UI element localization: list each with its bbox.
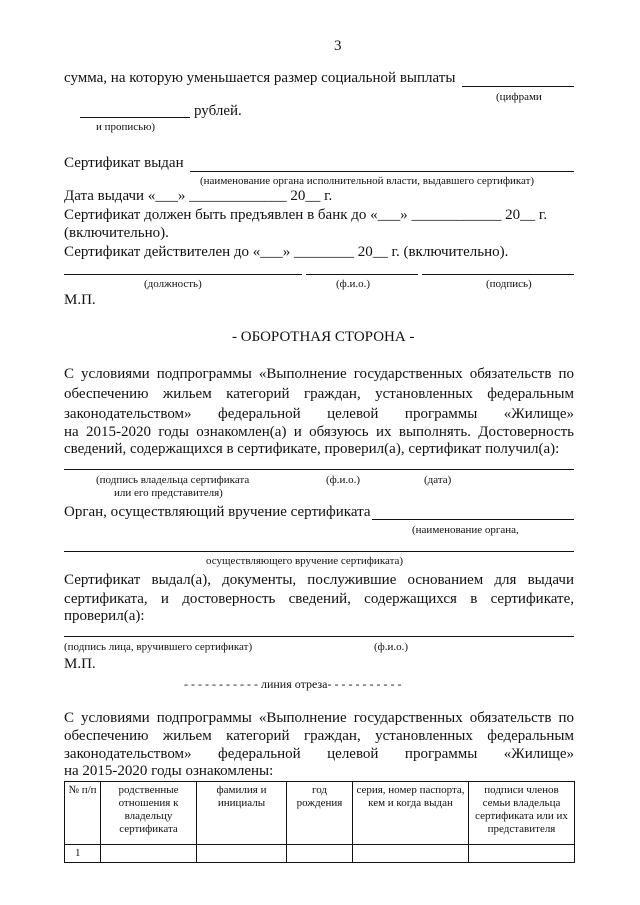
reverse-para-line: сведений, содержащихся в сертификате, проверил(а), сертификат получил(а): <box>64 441 560 457</box>
digits-hint: (цифрами <box>496 91 542 103</box>
issuer-name-hint: (ф.и.о.) <box>374 641 409 653</box>
issued-by-hint: (наименование органа исполнительной власти, выдавшего сертификат) <box>200 175 535 187</box>
issuer-signature-hint: (подпись лица, вручившего сертификат) <box>64 641 253 653</box>
table-cell <box>197 845 287 863</box>
column-header: подписи членов семьи владельца сертификата или их представителя <box>469 782 575 845</box>
issuer-signature-line <box>64 636 574 637</box>
organ-line-2 <box>64 551 574 552</box>
owner-signature-hint: (подпись владельца сертификата <box>96 474 250 486</box>
rubles-amount-line <box>80 117 190 118</box>
organ-hint-1: (наименование органа, <box>412 524 519 536</box>
name-hint: (ф.и.о.) <box>336 278 371 290</box>
issued-by-line <box>190 171 574 172</box>
family-para-line: обеспечению жильем категорий граждан, установленных федеральным <box>64 728 574 744</box>
issued-by-label: Сертификат выдан <box>64 155 184 171</box>
reverse-heading: - ОБОРОТНАЯ СТОРОНА - <box>232 329 415 345</box>
words-hint: и прописью) <box>96 121 156 133</box>
issue-date: Дата выдачи «___» _____________ 20__ г. <box>64 188 333 204</box>
rubles-label: рублей. <box>194 103 242 119</box>
organ-line-1 <box>372 519 574 520</box>
owner-signature-line <box>64 469 574 470</box>
table-cell <box>287 845 353 863</box>
reverse-para-line: С условиями подпрограммы «Выполнение государственных обязательств по <box>64 366 574 382</box>
page-number: 3 <box>334 38 342 54</box>
valid-until: Сертификат действителен до «___» ________ 20__ г. (включительно). <box>64 244 509 260</box>
reverse-para-line: законодательством» федеральной целевой программы «Жилище» <box>64 406 574 422</box>
issued-para-line: проверил(а): <box>64 608 145 624</box>
stamp-label: М.П. <box>64 292 96 308</box>
family-table <box>64 781 575 863</box>
position-line <box>64 274 302 275</box>
name-line <box>306 274 418 275</box>
position-hint: (должность) <box>144 278 202 290</box>
reverse-para-line: обеспечению жильем категорий граждан, установленных федеральным <box>64 386 574 402</box>
column-header: год рождения <box>287 782 353 845</box>
organ-label: Орган, осуществляющий вручение сертификата <box>64 504 371 520</box>
owner-date-hint: (дата) <box>424 474 452 486</box>
family-para-line: законодательством» федеральной целевой программы «Жилище» <box>64 746 574 762</box>
inclusive-note: (включительно). <box>64 225 169 241</box>
reduction-text: сумма, на которую уменьшается размер социальной выплаты <box>64 70 456 86</box>
reverse-para-line: на 2015-2020 годы ознакомлен(а) и обязуюсь их выполнять. Достоверность <box>64 424 574 440</box>
table-cell <box>353 845 469 863</box>
table-header-row <box>65 782 575 845</box>
organ-hint-2: осуществляющего вручение сертификата) <box>206 555 404 567</box>
column-header: № п/п <box>65 782 101 845</box>
table-cell <box>101 845 197 863</box>
column-header: серия, номер паспорта, кем и когда выдан <box>353 782 469 845</box>
family-para-line: на 2015-2020 годы ознакомлены: <box>64 763 274 779</box>
signature-line <box>422 274 574 275</box>
table-cell: 1 <box>65 845 101 863</box>
owner-representative-hint: или его представителя) <box>114 487 223 499</box>
family-para-line: С условиями подпрограммы «Выполнение государственных обязательств по <box>64 710 574 726</box>
reverse-stamp: М.П. <box>64 656 96 672</box>
reduction-amount-line <box>462 86 574 87</box>
issued-para-line: Сертификат выдал(а), документы, послужившие основанием для выдачи <box>64 572 574 588</box>
issued-para-line: сертификата, и достоверность сведений, содержащихся в сертификате, <box>64 591 574 607</box>
bank-deadline: Сертификат должен быть предъявлен в банк до «___» ____________ 20__ г. <box>64 207 548 223</box>
owner-name-hint: (ф.и.о.) <box>326 474 361 486</box>
column-header: родственные отношения к владельцу сертификата <box>101 782 197 845</box>
table-row <box>65 845 575 863</box>
column-header: фамилия и инициалы <box>197 782 287 845</box>
signature-hint: (подпись) <box>486 278 532 290</box>
cut-line: - - - - - - - - - - - линия отреза- - - - - - - - - - - <box>184 677 402 691</box>
table-cell <box>469 845 575 863</box>
